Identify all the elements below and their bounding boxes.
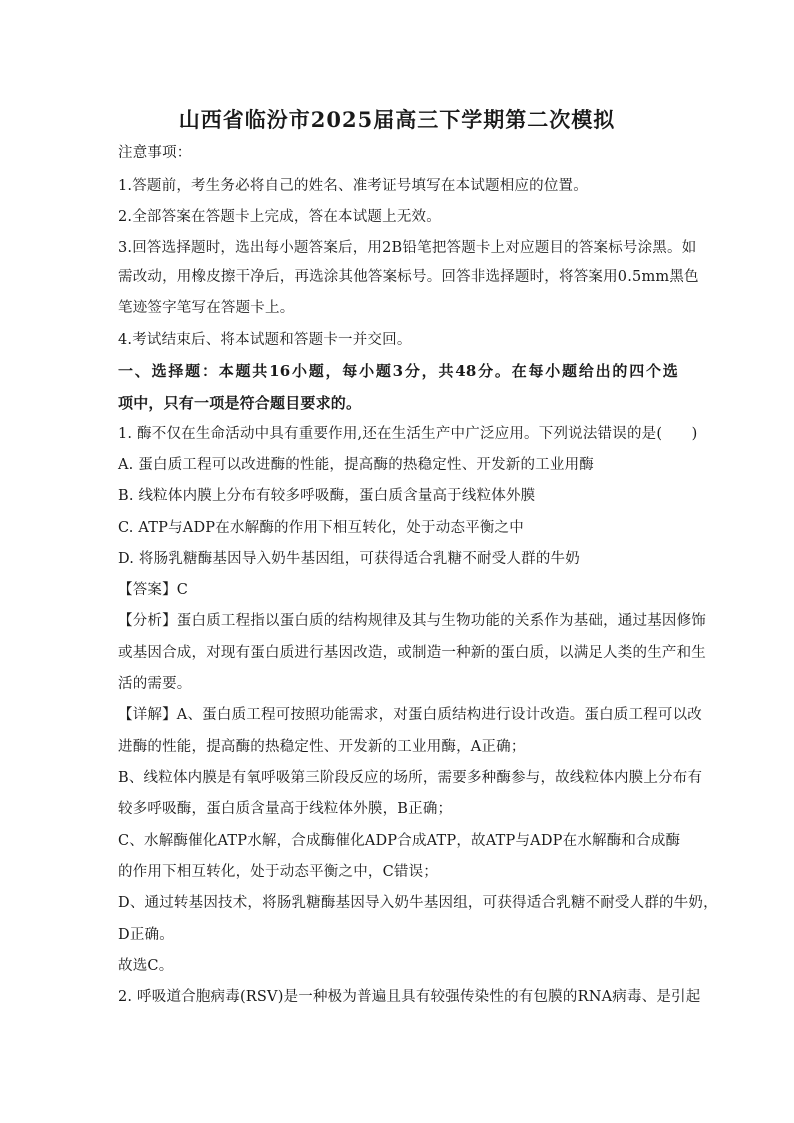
option-b: B. 线粒体内膜上分布有较多呼吸酶，蛋白质含量高于线粒体外膜 xyxy=(118,488,536,504)
section-heading-cont: 项中，只有一项是符合题目要求的。 xyxy=(118,394,362,412)
detail-line: C、水解酶催化ATP水解，合成酶催化ADP合成ATP，故ATP与ADP在水解酶和合成酶 xyxy=(118,833,681,849)
note-line: 4.考试结束后、将本试题和答题卡一并交回。 xyxy=(118,332,412,348)
option-d: D. 将肠乳糖酶基因导入奶牛基因组，可获得适合乳糖不耐受人群的牛奶 xyxy=(118,551,580,567)
note-line: 2.全部答案在答题卡上完成，答在本试题上无效。 xyxy=(118,209,441,225)
analysis-line: 活的需要。 xyxy=(118,676,192,692)
answer: 【答案】C xyxy=(118,582,189,598)
note-line: 需改动，用橡皮擦干净后，再选涂其他答案标号。回答非选择题时，将答案用0.5mm黑色 xyxy=(118,269,699,285)
detail-line: D、通过转基因技术，将肠乳糖酶基因导入奶牛基因组，可获得适合乳糖不耐受人群的牛奶， xyxy=(118,895,718,911)
section-heading: 一、选择题：本题共16小题，每小题3分，共48分。在每小题给出的四个选 xyxy=(118,362,678,380)
notes-heading: 注意事项： xyxy=(118,145,192,161)
question-2-stem: 2. 呼吸道合胞病毒(RSV)是一种极为普遍且具有较强传染性的有包膜的RNA病毒、是引起 xyxy=(118,989,701,1005)
question-1-stem: 1. 酶不仅在生命活动中具有重要作用,还在生活生产中广泛应用。下列说法错误的是( ) xyxy=(118,426,698,442)
option-c: C. ATP与ADP在水解酶的作用下相互转化，处于动态平衡之中 xyxy=(118,520,524,536)
detail-line: 进酶的性能，提高酶的热稳定性、开发新的工业用酶，A正确； xyxy=(118,739,526,755)
detail-line: B、线粒体内膜是有氧呼吸第三阶段反应的场所，需要多种酶参与，故线粒体内膜上分布有 xyxy=(118,770,703,786)
page-title: 山西省临汾市2025届高三下学期第二次模拟 xyxy=(178,107,616,132)
detail-line: 的作用下相互转化，处于动态平衡之中，C错误； xyxy=(118,864,438,880)
option-a: A. 蛋白质工程可以改进酶的性能，提高酶的热稳定性、开发新的工业用酶 xyxy=(118,457,594,473)
conclusion-line: 故选C。 xyxy=(118,958,174,974)
note-line: 3.回答选择题时，选出每小题答案后，用2B铅笔把答题卡上对应题目的答案标号涂黑。如 xyxy=(118,240,697,256)
analysis-line: 【分析】蛋白质工程指以蛋白质的结构规律及其与生物功能的关系作为基础，通过基因修饰 xyxy=(118,613,706,629)
detail-line: 较多呼吸酶，蛋白质含量高于线粒体外膜，B正确； xyxy=(118,801,453,817)
detail-line: 【详解】A、蛋白质工程可按照功能需求，对蛋白质结构进行设计改造。蛋白质工程可以改 xyxy=(118,707,702,723)
note-line: 笔迹签字笔写在答题卡上。 xyxy=(118,300,295,316)
detail-line: D正确。 xyxy=(118,927,174,943)
analysis-line: 或基因合成，对现有蛋白质进行基因改造，或制造一种新的蛋白质，以满足人类的生产和生 xyxy=(118,645,706,661)
note-line: 1.答题前，考生务必将自己的姓名、准考证号填写在本试题相应的位置。 xyxy=(118,178,588,194)
